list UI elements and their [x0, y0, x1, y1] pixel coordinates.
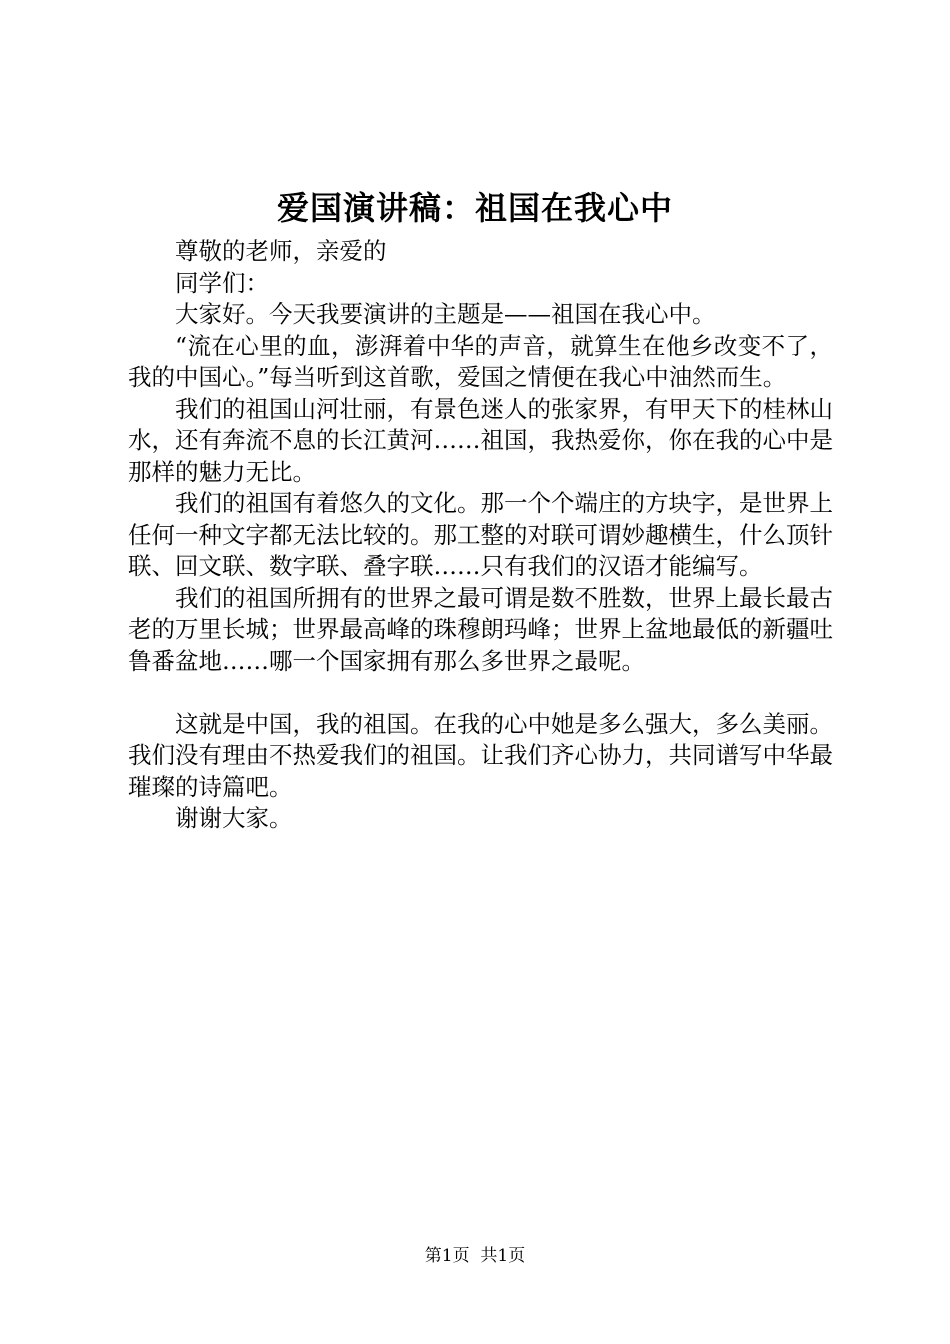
- paragraph-salutation-2: 同学们：: [175, 268, 269, 297]
- paragraph-salutation-1: 尊敬的老师，亲爱的: [175, 237, 387, 265]
- paragraph-culture: 我们的祖国有着悠久的文化。那一个个端庄的方块字，是世界上任何一种文字都无法比较的。那工整的对联可谓妙趣横生，什么顶针联、回文联、数字联、叠字联……只有我们的汉语才能编写。: [128, 489, 833, 580]
- footer-separator: [470, 1246, 481, 1266]
- paragraph-greeting: 大家好。今天我要演讲的主题是——祖国在我心中。: [175, 300, 716, 328]
- paragraph-scenery: 我们的祖国山河壮丽，有景色迷人的张家界，有甲天下的桂林山水，还有奔流不息的长江黄河……祖国，我热爱你，你在我的心中是那样的魅力无比。: [128, 394, 833, 486]
- paragraph-song-quote: “流在心里的血，澎湃着中华的声音，就算生在他乡改变不了，我的中国心。”每当听到这首歌，爱国之情便在我心中油然而生。: [128, 331, 833, 391]
- document-title: 爱国演讲稿：祖国在我心中: [276, 189, 673, 227]
- paragraph-world-records: 我们的祖国所拥有的世界之最可谓是数不胜数，世界上最长最古老的万里长城；世界最高峰的珠穆朗玛峰；世界上盆地最低的新疆吐鲁番盆地……哪一个国家拥有那么多世界之最呢。: [128, 583, 833, 675]
- page-number: 第1页: [424, 1246, 470, 1266]
- page-footer: [0, 1244, 950, 1268]
- paragraph-thanks: 谢谢大家。: [175, 804, 293, 832]
- document-body: [128, 236, 833, 835]
- paragraph-conclusion: 这就是中国，我的祖国。在我的心中她是多么强大，多么美丽。我们没有理由不热爱我们的祖国。让我们齐心协力，共同谱写中华最璀璨的诗篇吧。: [128, 709, 833, 801]
- page-total: 共1页: [480, 1246, 526, 1266]
